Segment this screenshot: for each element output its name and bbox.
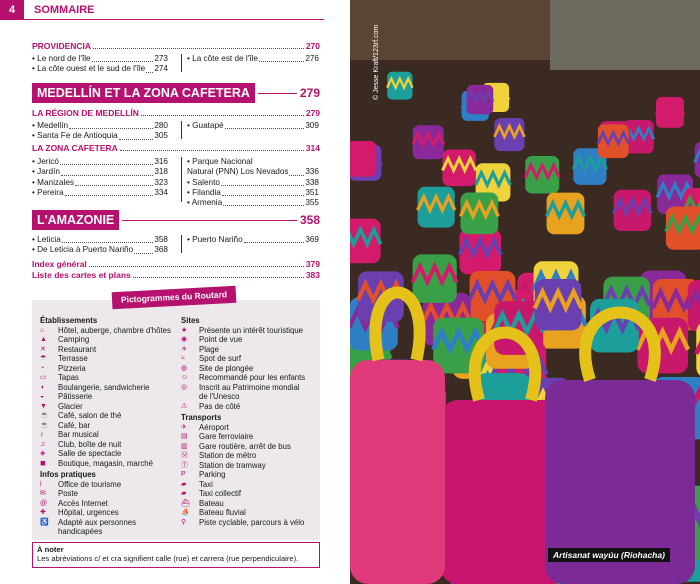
toc-entry-label: • La côte est de l'île <box>187 54 258 63</box>
section-title: LA RÉGION DE MEDELLÍN <box>32 108 139 118</box>
toc-entry-label: • La côte ouest et le sud de l'île <box>32 64 146 74</box>
region-left-list <box>32 121 168 142</box>
pictogram-item <box>181 335 317 345</box>
toc-entry[interactable] <box>187 167 319 177</box>
toc-entry-page: 305 <box>154 131 168 141</box>
pictogram-label: Hôtel, auberge, chambre d'hôtes <box>58 325 171 335</box>
pictogram-icon: ✚ <box>40 509 46 516</box>
pictogram-item <box>40 499 180 509</box>
pictogram-item <box>40 326 180 336</box>
toc-entry[interactable] <box>187 188 319 198</box>
chapter-page: 279 <box>299 86 320 100</box>
pictogram-icon: ◈ <box>40 450 46 457</box>
pictogram-item <box>40 449 180 459</box>
toc-entry-page: 369 <box>305 235 319 244</box>
pictogram-item <box>40 430 180 440</box>
pictogram-icon: ◎ <box>181 383 188 391</box>
pictogram-item <box>40 421 180 431</box>
pictogram-icon: ⛴ <box>181 499 190 507</box>
toc-entry-label: • Leticia <box>32 235 61 244</box>
toc-entry-label: • De Leticia à Puerto Nariño <box>32 245 134 255</box>
woven-bag-foreground <box>350 360 445 584</box>
pictogram-label: handicapées <box>58 527 103 536</box>
pictogram-icon: ♿ <box>40 518 49 526</box>
pictogram-label: Parking <box>199 470 226 479</box>
toc-entry-page: 323 <box>154 177 168 187</box>
chapter-page: 358 <box>299 213 320 227</box>
toc-entry-page: 358 <box>154 235 168 244</box>
pictogram-item <box>40 354 180 364</box>
chapter-title: MEDELLÍN ET LA ZONA CAFETERA <box>32 83 255 103</box>
section-title: Index général <box>32 259 87 269</box>
pictogram-icon: ☺ <box>181 374 189 381</box>
toc-entry-page: 316 <box>154 157 168 166</box>
toc-entry[interactable] <box>32 131 168 141</box>
toc-entry[interactable] <box>187 54 319 64</box>
toc-entry-label: • Filandia <box>187 187 221 197</box>
toc-entry-label: • Salento <box>187 177 220 187</box>
toc-section-region-medellin[interactable] <box>32 108 320 118</box>
toc-entry-page: 280 <box>154 121 168 130</box>
cafetera-right-list <box>181 157 319 208</box>
pictogram-item <box>181 373 317 383</box>
toc-entry-page: 274 <box>154 64 168 74</box>
toc-entry[interactable] <box>32 178 168 188</box>
section-title: LA ZONA CAFETERA <box>32 143 118 153</box>
pictogram-label: Station de métro <box>199 451 257 460</box>
toc-entry-page: 368 <box>154 245 168 255</box>
toc-entry[interactable] <box>32 245 168 255</box>
pictogram-icon: ♫ <box>40 440 46 448</box>
pictogram-icon: ◍ <box>181 364 188 372</box>
pictogram-label: Adapté aux personnes <box>58 517 137 527</box>
providencia-left-list <box>32 54 168 75</box>
pictogram-label: Bar musical <box>58 430 99 439</box>
pictogram-item <box>181 432 317 442</box>
toc-entry-label: • Armenia <box>187 198 223 208</box>
toc-section-zona-cafetera[interactable] <box>32 143 320 153</box>
pictogram-legend <box>32 300 320 540</box>
pictogram-label: Pizzeria <box>58 363 86 373</box>
pictogram-icon: ☂ <box>40 355 47 362</box>
section-page: 314 <box>305 143 320 153</box>
toc-entry[interactable] <box>187 178 319 188</box>
pictogram-item <box>181 480 317 490</box>
pictogram-icon: ≈ <box>181 355 185 362</box>
toc-cartes[interactable] <box>32 270 320 280</box>
pictogram-label: Aéroport <box>199 422 229 432</box>
toc-entry-page: 351 <box>305 187 319 197</box>
toc-chapter-medellin[interactable] <box>32 83 320 103</box>
header-rule <box>24 19 324 20</box>
pictogram-icon: @ <box>40 499 48 507</box>
pictogram-item <box>181 451 317 461</box>
pictogram-icon: ▭ <box>40 374 47 381</box>
pictogram-item <box>181 383 317 393</box>
note-box <box>32 542 320 568</box>
pictogram-label: Accès Internet <box>58 498 108 508</box>
photo-caption: Artisanat wayúu (Riohacha) <box>548 548 670 562</box>
pictogram-icon: ◉ <box>181 336 188 343</box>
pictogram-icon: ▼ <box>40 402 47 410</box>
pictogram-label: Club, boîte de nuit <box>58 439 122 449</box>
pictogram-label: Site de plongée <box>199 363 254 373</box>
toc-index[interactable] <box>32 259 320 269</box>
toc-entry[interactable] <box>32 167 168 177</box>
pictogram-item <box>40 364 180 374</box>
toc-entry[interactable] <box>187 121 319 131</box>
section-title: PROVIDENCIA <box>32 41 92 51</box>
pictogram-item <box>40 392 180 402</box>
pictogram-label: Poste <box>58 489 78 498</box>
toc-entry-label: • Santa Fe de Antioquia <box>32 131 118 141</box>
toc-entry[interactable] <box>32 157 168 167</box>
pictogram-label: Bateau fluvial <box>199 508 246 517</box>
pictogram-icon: ⚲ <box>181 518 187 526</box>
page-number: 4 <box>0 0 24 20</box>
pictogram-item <box>181 326 317 336</box>
toc-entry-label: • Medellín <box>32 121 69 130</box>
pictogram-label: Glacier <box>58 401 83 411</box>
pictogram-item <box>40 489 180 499</box>
pictogram-icon: ⌂ <box>40 326 45 334</box>
pictogram-item <box>181 461 317 471</box>
toc-entry-page: 334 <box>154 187 168 197</box>
photo-woven-bags <box>350 0 700 584</box>
region-right-list <box>181 121 319 139</box>
toc-entry-label: • Le nord de l'île <box>32 54 91 63</box>
photo-illustration <box>350 0 700 584</box>
pictogram-icon: ⛵ <box>181 509 190 516</box>
pictogram-label: Présente un intérêt touristique <box>199 325 304 335</box>
pictogram-label: Inscrit au Patrimoine mondial <box>199 382 300 392</box>
section-page: 383 <box>305 270 320 280</box>
pictogram-group-heading: Infos pratiques <box>40 470 96 479</box>
pictogram-item <box>181 442 317 452</box>
pictogram-label: Restaurant <box>58 344 97 354</box>
chapter-title: L'AMAZONIE <box>32 210 119 230</box>
pictogram-icon: ✉ <box>40 490 46 497</box>
pictogram-item <box>181 364 317 374</box>
section-page: 279 <box>305 108 320 118</box>
pictogram-group-heading: Sites <box>181 316 200 325</box>
section-title: Liste des cartes et plans <box>32 270 131 280</box>
toc-entry-pnn[interactable]: • Parque Nacional <box>187 157 253 166</box>
note-title: À noter <box>37 545 64 554</box>
pictogram-label: Gare routière, arrêt de bus <box>199 441 291 451</box>
pictogram-item <box>181 508 317 518</box>
pictogram-icon: ✈ <box>181 423 187 431</box>
pictogram-label: Taxi collectif <box>199 489 242 498</box>
pictogram-label: Terrasse <box>58 354 88 363</box>
pictogram-item <box>40 508 180 518</box>
toc-entry-page: 273 <box>154 54 168 63</box>
page-header-title: SOMMAIRE <box>34 4 95 16</box>
toc-entry-label: • Puerto Nariño <box>187 235 243 244</box>
pictogram-icon: ☕ <box>40 421 49 429</box>
section-page: 270 <box>305 41 320 51</box>
amazonie-right-list <box>181 235 319 253</box>
pictogram-icon: ▤ <box>181 433 188 440</box>
pictogram-item <box>40 402 180 412</box>
pictogram-label: Pas de côté <box>199 401 241 411</box>
pictogram-item <box>181 423 317 433</box>
pictogram-label: Café, bar <box>58 420 91 430</box>
toc-entry[interactable] <box>32 64 168 74</box>
pictogram-label: Point de vue <box>199 335 243 344</box>
pictogram-label: Camping <box>58 335 90 344</box>
pictogram-item <box>40 411 180 421</box>
pictogram-left-column <box>40 314 180 537</box>
pictogram-item <box>40 480 180 490</box>
pictogram-label: Spot de surf <box>199 354 242 363</box>
pictogram-item <box>40 518 180 528</box>
toc-entry[interactable] <box>32 121 168 131</box>
pictogram-label: Station de tramway <box>199 460 266 470</box>
toc-entry-page: 355 <box>305 198 319 208</box>
providencia-right-list <box>181 54 319 72</box>
pictogram-item <box>40 527 180 537</box>
toc-entry[interactable] <box>32 235 168 245</box>
pictogram-label: Salle de spectacle <box>58 449 122 458</box>
pictogram-icon <box>40 527 58 537</box>
toc-entry[interactable] <box>187 235 319 245</box>
pictogram-icon: Ⓜ <box>181 452 188 459</box>
toc-entry[interactable] <box>32 54 168 64</box>
toc-entry-label: • Guatapé <box>187 121 224 130</box>
pictogram-item <box>181 354 317 364</box>
pictogram-icon: ⚠ <box>181 402 188 410</box>
toc-entry-page: 276 <box>305 54 319 63</box>
pictogram-item <box>181 489 317 499</box>
pictogram-label: Piste cyclable, parcours à vélo <box>199 517 305 527</box>
pictogram-item <box>40 373 180 383</box>
pictogram-icon: ☀ <box>181 345 188 353</box>
toc-chapter-amazonie[interactable] <box>32 210 320 230</box>
pictogram-icon: i <box>40 480 42 488</box>
toc-entry-page: 338 <box>305 177 319 187</box>
pictogram-label: Taxi <box>199 479 213 489</box>
toc-entry-label: • Jardín <box>32 167 60 177</box>
toc-entry-label: Natural (PNN) Los Nevados <box>187 167 289 177</box>
pictogram-label: de l'Unesco <box>199 392 240 401</box>
pictogram-item <box>181 499 317 509</box>
pictogram-right-column <box>181 314 317 527</box>
pictogram-item <box>40 335 180 345</box>
pictogram-group-heading: Transports <box>181 413 222 422</box>
pictogram-label: Gare ferroviaire <box>199 432 254 441</box>
pictogram-icon: ◔ <box>40 364 45 372</box>
pictogram-icon <box>181 392 199 402</box>
pictogram-item <box>40 345 180 355</box>
pictogram-item <box>181 402 317 412</box>
section-page: 379 <box>305 259 320 269</box>
pictogram-label: Hôpital, urgences <box>58 508 119 517</box>
toc-entry-label: • Pereira <box>32 187 64 197</box>
pictogram-icon: ▰ <box>181 490 187 497</box>
pictogram-label: Boulangerie, sandwicherie <box>58 382 150 392</box>
pictogram-item <box>181 470 317 480</box>
pictogram-icon: ▰ <box>181 480 187 488</box>
pictogram-icon: Ⓣ <box>181 461 188 469</box>
pictogram-icon: ◖ <box>40 383 45 391</box>
pictogram-icon: ◼ <box>40 459 46 467</box>
pictogram-legend-title: Pictogrammes du Routard <box>112 286 237 309</box>
pictogram-icon: ◒ <box>40 393 45 400</box>
toc-entry-label: • Manizales <box>32 177 75 187</box>
pictogram-item <box>181 518 317 528</box>
pictogram-label: Plage <box>199 344 219 354</box>
pictogram-label: Recommandé pour les enfants <box>199 373 306 382</box>
toc-entry-label: • Jericó <box>32 157 59 166</box>
pictogram-item <box>181 392 317 402</box>
toc-entry[interactable] <box>32 188 168 198</box>
photo-credit: © Jesse Kraft/123rf.com <box>373 24 380 100</box>
cafetera-left-list <box>32 157 168 198</box>
pictogram-icon: ▥ <box>181 442 188 450</box>
pictogram-label: Boutique, magasin, marché <box>58 458 153 468</box>
pictogram-label: Bateau <box>199 498 224 508</box>
pictogram-item <box>181 345 317 355</box>
pictogram-icon: ✕ <box>40 345 46 353</box>
toc-entry-page: 336 <box>305 167 319 177</box>
toc-entry-page: 309 <box>305 121 319 130</box>
note-text: Les abréviations c/ et cra signifient calle (rue) et carrera (rue perpendiculaire). <box>37 554 299 563</box>
pictogram-item <box>40 440 180 450</box>
pictogram-item <box>40 459 180 469</box>
pictogram-icon: ☕ <box>40 412 49 419</box>
pictogram-group-heading: Établissements <box>40 316 98 325</box>
pictogram-icon: P <box>181 471 186 478</box>
toc-entry[interactable] <box>187 198 319 208</box>
toc-entry-page: 318 <box>154 167 168 177</box>
pictogram-label: Office de tourisme <box>58 479 122 489</box>
pictogram-icon: ♪ <box>40 431 44 438</box>
pictogram-label: Café, salon de thé <box>58 411 122 420</box>
pictogram-label: Tapas <box>58 373 79 382</box>
toc-section-providencia[interactable] <box>32 41 320 51</box>
pictogram-item <box>40 383 180 393</box>
pictogram-icon: ▲ <box>40 336 47 343</box>
amazonie-left-list <box>32 235 168 256</box>
pictogram-icon: ★ <box>181 326 188 334</box>
pictogram-label: Pâtisserie <box>58 392 93 401</box>
